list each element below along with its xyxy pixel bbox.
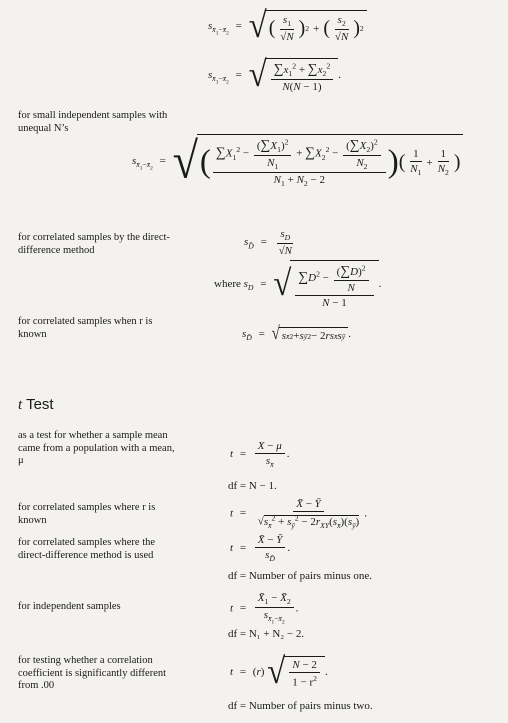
t-mean-equation: t = $\frac{X - \mu}{s_{x̄}}$ . bbox=[230, 440, 290, 470]
df-line-2: df = Number of pairs minus one. bbox=[228, 570, 372, 582]
desc-t-independent: for independent samples bbox=[18, 601, 121, 612]
df-line-4: df = Number of pairs minus two. bbox=[228, 700, 373, 712]
desc-corr-direct: for correlated samples by the direct-difference method bbox=[18, 232, 170, 256]
section-heading-t: t bbox=[18, 397, 23, 413]
t-correlation-equation: t = (r) √ $\frac{N - 2}{1 - r^2}$ . bbox=[230, 652, 328, 692]
sd-diff-equation: where $s_D$ = √ $\sum D^2$ − $\frac{(\sum D)^2}{N}$ N − 1 . bbox=[214, 260, 381, 309]
se-corr-r-equation: $s_{D̄}$ = √ s x̄ 2 + s ȳ 2 − 2 rs x̄ s ȳ . bbox=[242, 323, 351, 344]
where-label: where bbox=[214, 278, 241, 291]
df-line-1: df = N − 1. bbox=[228, 480, 277, 492]
section-heading-t-test bbox=[18, 396, 54, 414]
desc-t-corr-r: for correlated samples where r is known bbox=[18, 502, 156, 526]
desc-corr-r-known: for correlated samples when r is known bbox=[18, 316, 153, 340]
se-diff-equation-3: $s_{x̄_1-x̄_2}$ = √ ( $\sum X_1^2$ − $\frac{(\sum X_1)^2}{N_1}$ + $\sum X_2^2$ − $\frac{(\sum X_2)^2}{N_2}$ $N_1 + N_2 - 2$ ) ( $\frac{1}{N_1}$ + $\frac{1}{N_2}$ ) bbox=[132, 134, 463, 189]
desc-t-correlation: for testing whether a correlation coefficient is significantly different from .00 bbox=[18, 655, 167, 691]
t-corr-direct-equation: t = $\frac{X̄ - Ȳ}{s_{D̄}}$ . bbox=[230, 534, 291, 564]
desc-t-mean: as a test for whether a sample mean came from a population with a mean, μ bbox=[18, 430, 175, 466]
se-diff-equation-2: $s_{x̄_1-x̄_2}$ = √ $\frac{\sum x_1^2 + \sum x_2^2}{N(N - 1)}$ . bbox=[208, 55, 341, 95]
df-line-3: df = N₁ + N₂ − 2. bbox=[228, 628, 305, 640]
desc-small-unequal: for small independent samples with unequal N’s bbox=[18, 110, 168, 134]
t-corr-r-equation: t = $\frac{X̄ - Ȳ}{√s_{x̄}^2 + s_ȳ^2 - 2r_{XY}(s_{x̄})(s_ȳ)}$ . bbox=[230, 498, 367, 530]
t-independent-equation: t = $\frac{X̄_1 - X̄_2}{s_{x̄_1-x̄_2}}$ . bbox=[230, 592, 299, 626]
se-mean-diff-equation: $s_{D̄}$ = $\frac{s_D}{√N}$ bbox=[244, 228, 292, 258]
se-diff-equation-1: $s_{x̄_1-x̄_2}$ = √ ( $\frac{s_1}{√N}$ ) 2 + ( $\frac{s_2}{√N}$ ) 2 bbox=[208, 10, 367, 43]
section-heading-label: Test bbox=[26, 396, 54, 413]
desc-t-corr-direct: for correlated samples where the direct-difference method is used bbox=[18, 537, 156, 561]
